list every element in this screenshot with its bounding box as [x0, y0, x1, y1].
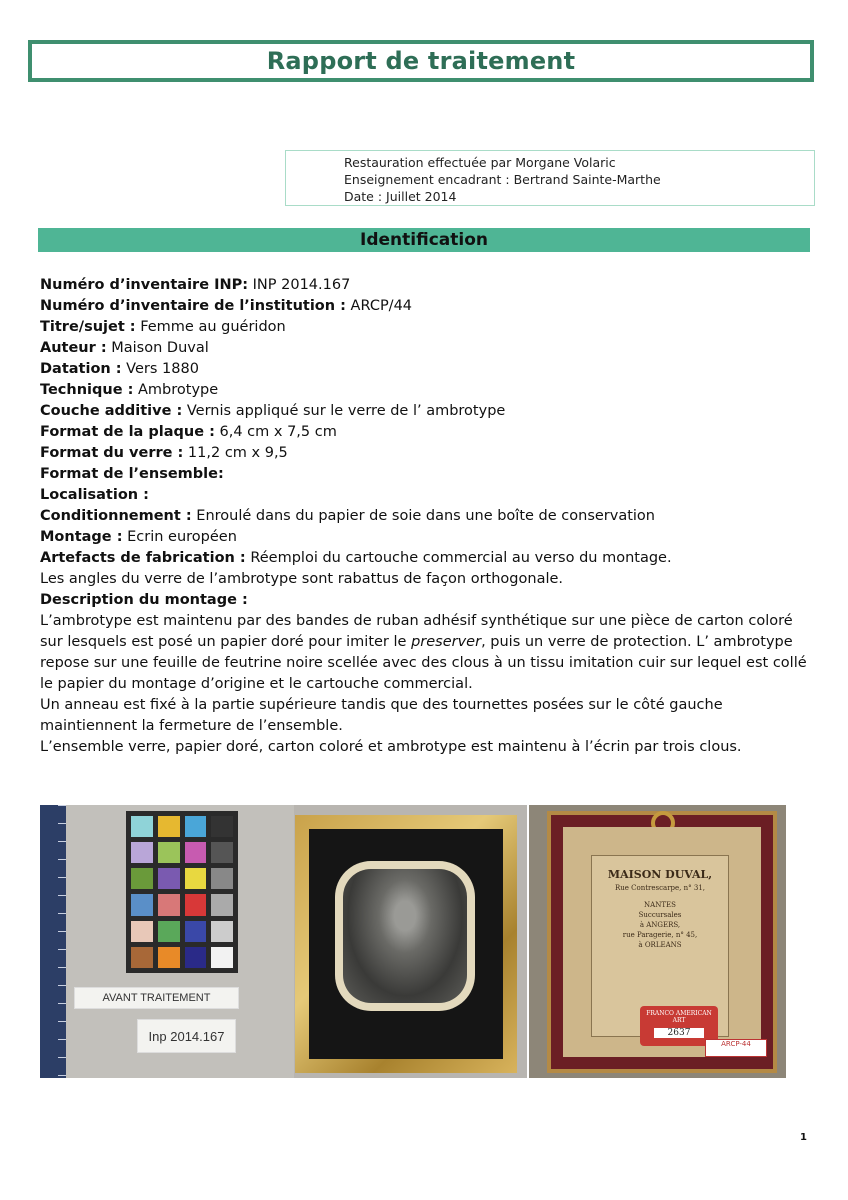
ambrotype-portrait: [343, 869, 467, 1003]
field-value: Maison Duval: [106, 340, 209, 356]
field-value: INP 2014.167: [248, 277, 351, 293]
cartouche-address: Rue Contrescarpe, n° 31,: [615, 884, 705, 892]
color-patch: [185, 894, 207, 915]
field-value: Ecrin européen: [122, 529, 237, 545]
color-patch: [185, 921, 207, 942]
field-row: [40, 275, 810, 296]
stamp-text: FRANCO AMERICAN ART: [646, 1010, 712, 1024]
color-checker: [126, 811, 238, 973]
color-patch: [211, 816, 233, 837]
field-value: ARCP/44: [345, 298, 413, 314]
field-row: [40, 485, 810, 506]
gold-preserver: [335, 861, 475, 1011]
credits-box: [285, 150, 815, 206]
field-row: [40, 548, 810, 569]
field-value: Vernis appliqué sur le verre de l’ ambrotype: [182, 403, 506, 419]
color-patch: [131, 842, 153, 863]
stamp-number: 2637: [654, 1028, 704, 1038]
case-paper: [563, 827, 761, 1057]
color-patch: [131, 816, 153, 837]
field-label: Format de la plaque :: [40, 424, 215, 440]
description-label: Description du montage :: [40, 592, 248, 608]
field-label: Technique :: [40, 382, 134, 398]
color-patch: [211, 868, 233, 889]
color-patch: [158, 842, 180, 863]
color-patch: [158, 868, 180, 889]
cartouche-title: MAISON DUVAL,: [607, 868, 713, 881]
field-label: Datation :: [40, 361, 122, 377]
artefacts-note: Les angles du verre de l’ambrotype sont rabattus de façon orthogonale.: [40, 571, 564, 587]
field-row: [40, 359, 810, 380]
cartouche-line: à ORLEANS: [638, 941, 682, 949]
description-paragraph: Un anneau est fixé à la partie supérieure tandis que des tournettes posées sur le côté gauche maintiennent la fermeture de l’ensemble.: [40, 697, 723, 734]
description-italic: preserver: [411, 634, 482, 650]
field-row: [40, 401, 810, 422]
description-text: , puis un verre de protection. L’ ambrotype repose sur une feuille de feutrine noire scellée avec des clous à un tissu imitation cuir sur lequel est collé le papier du montage d’origine et le cartouche commercial.: [40, 634, 807, 692]
description-heading: [40, 590, 810, 611]
field-value: Réemploi du cartouche commercial au verso du montage.: [245, 550, 672, 566]
field-row: [40, 338, 810, 359]
field-label: Artefacts de fabrication :: [40, 550, 246, 566]
field-label: Format du verre :: [40, 445, 184, 461]
field-row: [40, 296, 810, 317]
section-header: [38, 228, 810, 252]
color-patch: [131, 947, 153, 968]
field-value: Ambrotype: [133, 382, 219, 398]
field-value: Enroulé dans du papier de soie dans une boîte de conservation: [191, 508, 655, 524]
case-back: [547, 811, 777, 1073]
credit-date: Date : Juillet 2014: [344, 189, 457, 204]
black-mat: [309, 829, 503, 1059]
credit-restorer: Restauration effectuée par Morgane Volaric: [344, 155, 616, 170]
gilded-frame: [295, 815, 517, 1073]
field-row: [40, 317, 810, 338]
color-patch: [211, 842, 233, 863]
field-row: [40, 464, 810, 485]
field-row: [40, 422, 810, 443]
field-label: Localisation :: [40, 487, 149, 503]
field-label: Format de l’ensemble:: [40, 466, 224, 482]
field-label: Numéro d’inventaire de l’institution :: [40, 298, 346, 314]
field-value: Vers 1880: [121, 361, 199, 377]
field-row: [40, 527, 810, 548]
description-paragraph: [40, 611, 810, 695]
color-patch: [211, 894, 233, 915]
cartouche-line: NANTES: [644, 901, 676, 909]
field-value: 6,4 cm x 7,5 cm: [214, 424, 337, 440]
cartouche-line: rue Paragerie, n° 45,: [622, 931, 698, 939]
color-patch: [131, 921, 153, 942]
field-value: 11,2 cm x 9,5: [183, 445, 288, 461]
page-number: 1: [800, 1132, 807, 1143]
field-value: Femme au guéridon: [135, 319, 286, 335]
color-patch: [131, 894, 153, 915]
inventory-label: Inp 2014.167: [137, 1019, 236, 1053]
field-label: Montage :: [40, 529, 123, 545]
color-patch: [185, 842, 207, 863]
identification-content: [40, 275, 810, 758]
cartouche-line: à ANGERS,: [639, 921, 681, 929]
color-patch: [185, 816, 207, 837]
field-label: Titre/sujet :: [40, 319, 136, 335]
page-title: Rapport de traitement: [266, 47, 576, 75]
field-label: Auteur :: [40, 340, 107, 356]
color-patch: [211, 947, 233, 968]
field-row: [40, 380, 810, 401]
color-patch: [185, 947, 207, 968]
field-label: Numéro d’inventaire INP:: [40, 277, 249, 293]
credit-supervisor: Enseignement encadrant : Bertrand Sainte-Marthe: [344, 172, 661, 187]
field-label: Conditionnement :: [40, 508, 192, 524]
photo-strip: [40, 805, 786, 1078]
photo-verso: [529, 805, 786, 1078]
description-text: L’ambrotype est maintenu par des bandes de ruban adhésif synthétique sur une pièce de carton coloré sur lesquels est posé un papier doré pour imiter le: [40, 613, 793, 650]
title-box: [28, 40, 814, 82]
field-row: [40, 443, 810, 464]
cartouche-line: Succursales: [638, 911, 682, 919]
state-label: AVANT TRAITEMENT: [74, 987, 239, 1009]
color-patch: [158, 816, 180, 837]
description-paragraph: L’ensemble verre, papier doré, carton coloré et ambrotype est maintenu à l’écrin par trois clous.: [40, 739, 742, 755]
color-patch: [211, 921, 233, 942]
field-label: Couche additive :: [40, 403, 183, 419]
photo-recto: [40, 805, 527, 1078]
section-title: Identification: [360, 230, 488, 250]
color-patch: [158, 921, 180, 942]
arcp-label: ARCP-44: [705, 1039, 767, 1057]
color-patch: [158, 947, 180, 968]
ruler: [40, 805, 66, 1078]
color-patch: [131, 868, 153, 889]
field-row: [40, 506, 810, 527]
commercial-cartouche: [591, 855, 729, 1037]
color-patch: [185, 868, 207, 889]
color-patch: [158, 894, 180, 915]
